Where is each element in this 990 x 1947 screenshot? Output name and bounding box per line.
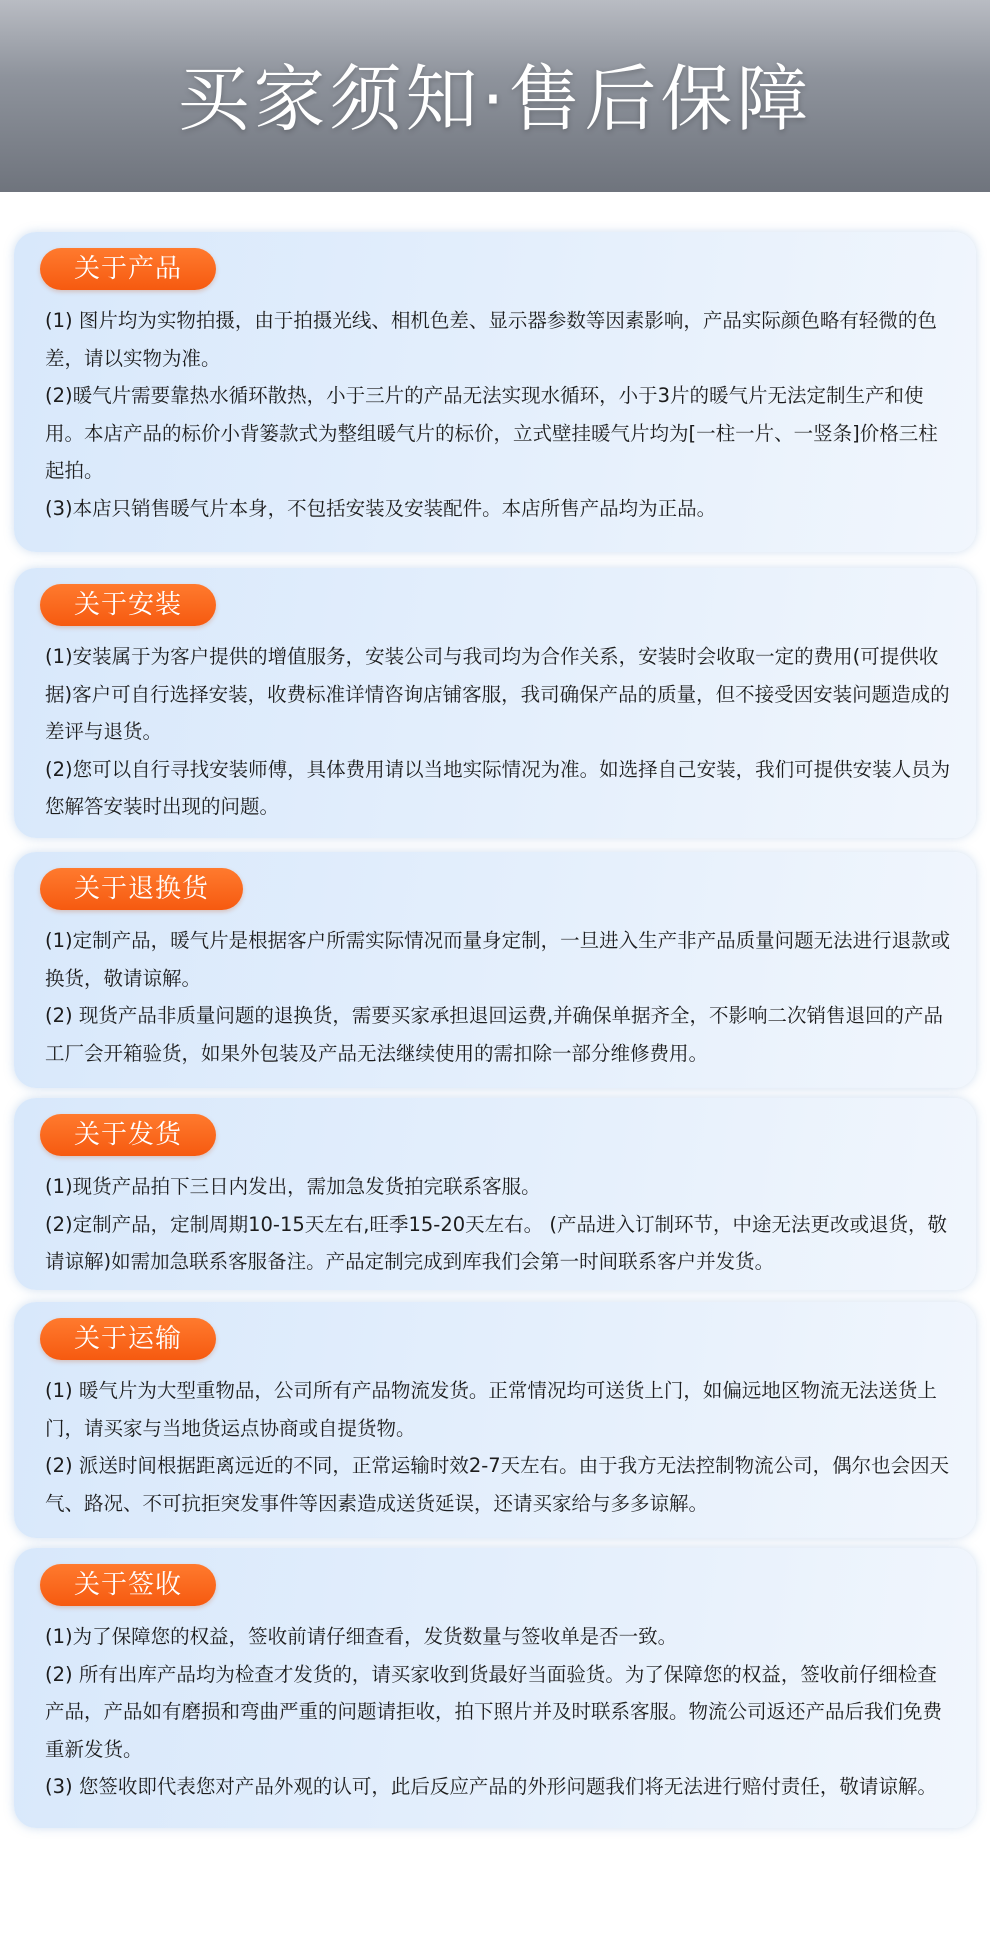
section-returns <box>14 852 976 1088</box>
section-paragraph: (3)本店只销售暖气片本身，不包括安装及安装配件。本店所售产品均为正品。 <box>45 496 717 520</box>
section-label: 关于产品 <box>40 248 216 290</box>
section-paragraph: (2) 派送时间根据距离远近的不同，正常运输时效2-7天左右。由于我方无法控制物流公司，偶尔也会因天气、路况、不可抗拒突发事件等因素造成送货延误，还请买家给与多多谅解。 <box>45 1454 950 1515</box>
section-body <box>45 1372 956 1522</box>
section-label: 关于签收 <box>40 1564 216 1606</box>
section-paragraph: (3) 您签收即代表您对产品外观的认可，此后反应产品的外形问题我们将无法进行赔付责任，敬请谅解。 <box>45 1775 937 1798</box>
section-paragraph: (1)为了保障您的权益，签收前请仔细查看，发货数量与签收单是否一致。 <box>45 1625 678 1648</box>
section-body <box>45 1618 956 1806</box>
section-paragraph: (2) 现货产品非质量问题的退换货，需要买家承担退回运费,并确保单据齐全，不影响二次销售退回的产品工厂会开箱验货，如果外包装及产品无法继续使用的需扣除一部分维修费用。 <box>45 1004 944 1065</box>
section-paragraph: (2)您可以自行寻找安装师傅，具体费用请以当地实际情况为准。如选择自己安装，我们可提供安装人员为您解答安装时出现的问题。 <box>45 757 951 818</box>
section-paragraph: (1) 图片均为实物拍摄，由于拍摄光线、相机色差、显示器参数等因素影响，产品实际颜色略有轻微的色差，请以实物为准。 <box>45 309 937 370</box>
section-installation <box>14 568 976 838</box>
section-paragraph: (2)定制产品，定制周期10-15天左右,旺季15-20天左右。 (产品进入订制环节，中途无法更改或退货，敬请谅解)如需加急联系客服备注。产品定制完成到库我们会第一时间联系客户并发货。 <box>45 1212 947 1273</box>
section-label: 关于安装 <box>40 584 216 626</box>
section-body <box>45 302 956 527</box>
section-paragraph: (1)现货产品拍下三日内发出，需加急发货拍完联系客服。 <box>45 1175 541 1198</box>
section-label: 关于运输 <box>40 1318 216 1360</box>
section-label: 关于退换货 <box>40 868 243 910</box>
page-title: 买家须知·售后保障 <box>177 57 813 141</box>
section-transport <box>14 1302 976 1538</box>
section-paragraph: (1) 暖气片为大型重物品，公司所有产品物流发货。正常情况均可送货上门，如偏远地区物流无法送货上门，请买家与当地货运点协商或自提货物。 <box>45 1379 937 1440</box>
section-body <box>45 638 956 826</box>
section-paragraph: (2)暖气片需要靠热水循环散热，小于三片的产品无法实现水循环，小于3片的暖气片无法定制生产和使用。本店产品的标价小背篓款式为整组暖气片的标价，立式壁挂暖气片均为[一柱一片、一竖条]价格三柱起拍。 <box>45 384 938 482</box>
section-paragraph: (1)安装属于为客户提供的增值服务，安装公司与我司均为合作关系，安装时会收取一定的费用(可提供收据)客户可自行选择安装，收费标准详情咨询店铺客服，我司确保产品的质量，但不接受因安装问题造成的差评与退货。 <box>45 645 950 743</box>
section-label: 关于发货 <box>40 1114 216 1156</box>
section-product <box>14 232 976 552</box>
section-paragraph: (1)定制产品，暖气片是根据客户所需实际情况而量身定制，一旦进入生产非产品质量问题无法进行退款或换货，敬请谅解。 <box>45 929 951 990</box>
section-body <box>45 1168 956 1281</box>
section-shipping <box>14 1098 976 1290</box>
section-receipt <box>14 1548 976 1828</box>
section-paragraph: (2) 所有出库产品均为检查才发货的，请买家收到货最好当面验货。为了保障您的权益，签收前仔细检查产品，产品如有磨损和弯曲严重的问题请拒收，拍下照片并及时联系客服。物流公司返还产品后我们免费重新发货。 <box>45 1662 943 1761</box>
section-body <box>45 922 956 1072</box>
page-header <box>0 0 990 192</box>
